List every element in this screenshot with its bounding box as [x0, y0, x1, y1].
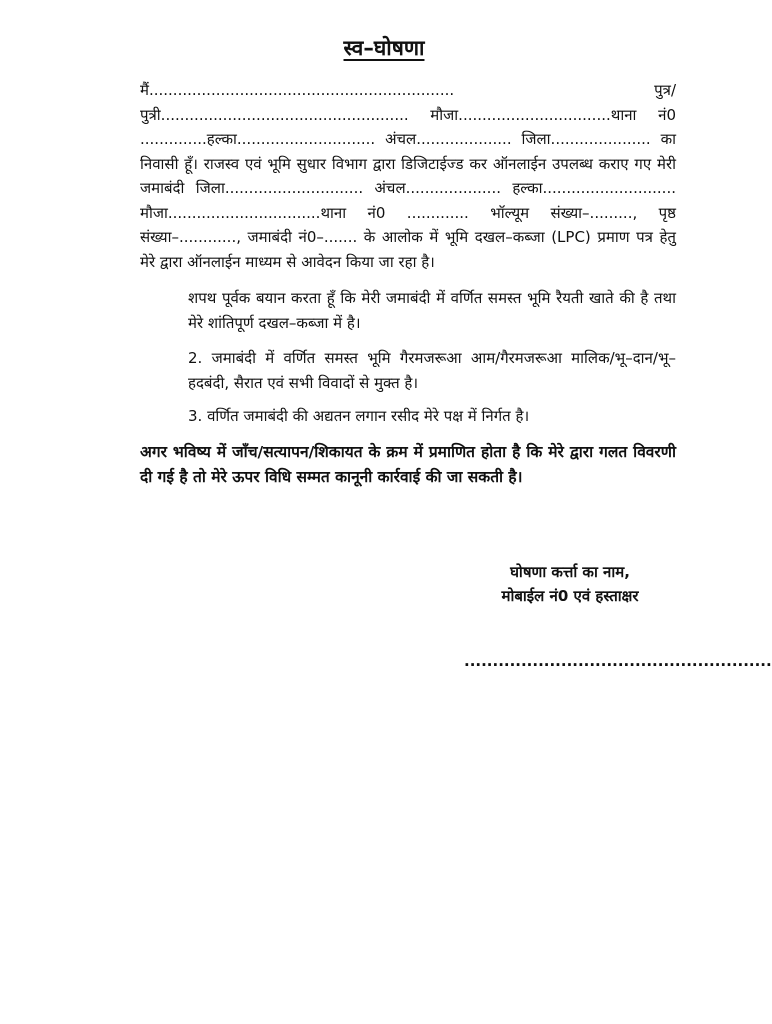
- signature-mobile-label: मोबाईल नं0 एवं हस्ताक्षर: [501, 587, 639, 605]
- paragraph-3-text: 2. जमाबंदी में वर्णित समस्त भूमि गैरमजरूआ आम/गैरमजरूआ मालिक/भू–दान/भू–हदबंदी, सैरात एवं सभी विवादों से मुक्त है।: [188, 349, 676, 392]
- declaration-paragraph-2: [92, 286, 676, 335]
- paragraph-4-text: 3. वर्णित जमाबंदी की अद्यतन लगान रसीद मेरे पक्ष में निर्गत है।: [188, 407, 530, 425]
- declaration-paragraph-1: [92, 78, 676, 274]
- document-title: [0, 34, 768, 62]
- declaration-warning-paragraph: [92, 440, 676, 489]
- declaration-paragraph-4: [92, 404, 676, 429]
- signature-name-label: घोषणा कर्त्ता का नाम,: [510, 563, 630, 581]
- paragraph-5-text: अगर भविष्य में जाँच/सत्यापन/शिकायत के क्रम में प्रमाणित होता है कि मेरे द्वारा गलत विवरणी दी गई है तो मेरे ऊपर विधि सम्मत कानूनी कार्रवाई की जा सकती है।: [140, 443, 676, 486]
- paragraph-1-text: मैं................................................................ पुत्र/पुत्री.................................................... मौजा................................थाना नं0 ..............हल्का............................. अंचल.................... जिला..................... का निवासी हूँ। राजस्व एवं भूमि सुधार विभाग द्वारा डिजिटाईज्ड कर ऑनलाईन उपलब्ध कराए गए मेरी जमाबंदी जिला............................. अंचल.................... हल्का............................ मौजा................................थाना नं0 ............. भॉल्यूम संख्या–........., पृष्ठ संख्या–............, जमाबंदी नं0–....... के आलोक में भूमि दखल–कब्जा (LPC) प्रमाण पत्र हेतु मेरे द्वारा ऑनलाईन माध्यम से आवेदन किया जा रहा है।: [140, 81, 676, 271]
- signature-line: ......................................................: [464, 652, 772, 670]
- declaration-paragraph-3: [92, 346, 676, 395]
- title-text: स्व–घोषणा: [343, 36, 425, 60]
- paragraph-2-text: शपथ पूर्वक बयान करता हूँ कि मेरी जमाबंदी में वर्णित समस्त भूमि रैयती खाते की है तथा मेरे शांतिपूर्ण दखल–कब्जा में है।: [188, 289, 676, 332]
